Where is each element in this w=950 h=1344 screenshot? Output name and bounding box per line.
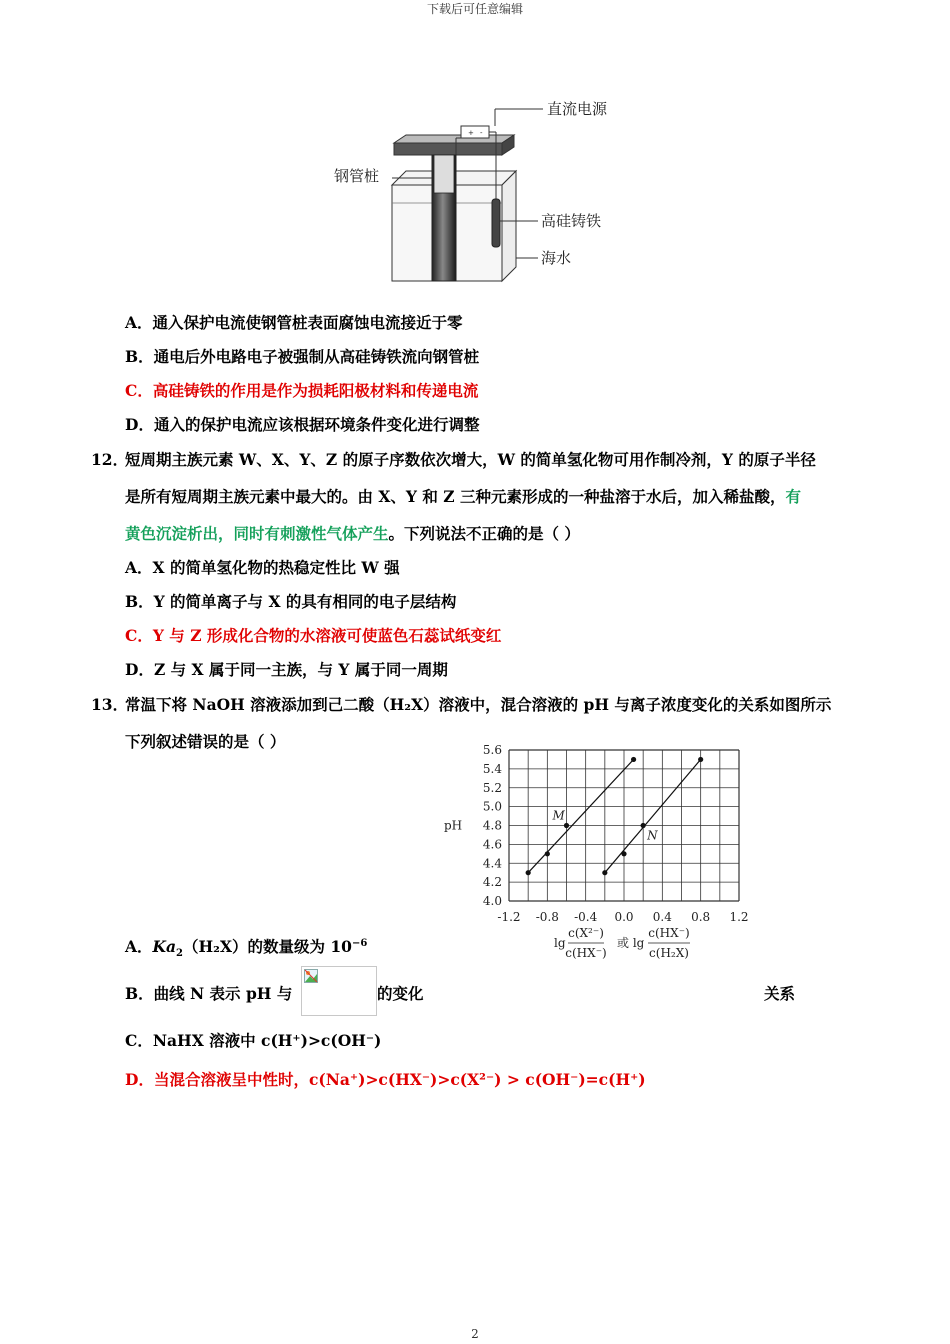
y-tick-label: 4.8 — [482, 818, 502, 833]
x-tick-label: 1.2 — [729, 910, 749, 924]
y-tick-label: 4.0 — [482, 894, 502, 908]
q13-option-c: C．NaHX 溶液中 c(H⁺)>c(OH⁻) — [125, 1031, 382, 1050]
q13-number: 13． — [91, 695, 129, 714]
svg-text:-: - — [480, 129, 483, 137]
svg-text:+: + — [468, 129, 474, 137]
y-tick-label: 4.4 — [482, 856, 502, 871]
x-tick-label: -0.4 — [574, 910, 598, 924]
broken-image-placeholder — [301, 966, 377, 1016]
label-silicon-iron: 高硅铸铁 — [541, 212, 602, 230]
y-tick-label: 4.6 — [482, 837, 502, 852]
y-tick-label: 4.2 — [482, 875, 502, 890]
q13-a-exp: −6 — [351, 937, 368, 949]
y-tick-label: 5.2 — [482, 780, 502, 795]
q13-text-1: 常温下将 NaOH 溶液添加到己二酸（H₂X）溶液中，混合溶液的 pH 与离子浓度变化的关系如图所示 — [125, 695, 832, 714]
data-point-N — [641, 823, 646, 828]
series-label-M: M — [552, 808, 565, 823]
ph-chart — [440, 740, 760, 975]
x-axis-label-part: c(HX⁻) — [648, 926, 690, 940]
q12-stem-line2 — [125, 485, 801, 507]
q12-number: 12． — [91, 450, 129, 469]
x-tick-label: 0.4 — [652, 910, 672, 924]
q13-a-ka: Ka — [152, 937, 177, 956]
data-point-M — [564, 823, 569, 828]
q13-a-sub: 2 — [176, 948, 184, 960]
data-point-N — [621, 851, 626, 856]
q12-option-a: A．X 的简单氢化物的热稳定性比 W 强 — [125, 558, 400, 577]
q13-option-b-c: 关系 — [764, 984, 796, 1003]
y-tick-label: 5.6 — [482, 743, 502, 757]
label-seawater: 海水 — [541, 249, 572, 267]
y-axis-label: pH — [444, 818, 463, 833]
q13-option-b-a: B．曲线 N 表示 pH 与 — [125, 984, 293, 1003]
q11-option-d: D．通入的保护电流应该根据环境条件变化进行调整 — [125, 415, 480, 434]
page-number: 2 — [471, 1327, 479, 1341]
q12-stem-line1 — [91, 448, 816, 470]
q13-stem-line1 — [91, 693, 831, 715]
x-tick-label: 0.0 — [614, 910, 634, 924]
x-axis-label-part: 或 lg — [617, 936, 645, 950]
q12-stem-line3 — [125, 522, 580, 544]
q12-text-1: 短周期主族元素 W、X、Y、Z 的原子序数依次增大，W 的简单氢化物可用作制冷剂，Y 的原子半径 — [125, 450, 816, 469]
data-point-M — [631, 757, 636, 762]
data-point-M — [526, 870, 531, 875]
data-point-M — [545, 851, 550, 856]
q12-text-2b: 有 — [785, 487, 802, 506]
series-line-N — [605, 759, 701, 872]
x-tick-label: -0.8 — [535, 910, 559, 924]
q12-option-b: B．Y 的简单离子与 X 的具有相同的电子层结构 — [125, 592, 457, 611]
apparatus-figure — [330, 95, 630, 287]
broken-image-icon — [304, 969, 318, 983]
data-point-N — [698, 757, 703, 762]
x-axis-label-part: c(HX⁻) — [565, 946, 607, 960]
q13-a-rest: （H₂X）的数量级为 10 — [183, 937, 352, 956]
y-tick-label: 5.4 — [482, 761, 502, 776]
q13-option-d: D．当混合溶液呈中性时，c(Na⁺)>c(HX⁻)>c(X²⁻) > c(OH⁻)=c(H⁺) — [125, 1070, 646, 1089]
series-label-N: N — [647, 828, 658, 843]
x-tick-label: -1.2 — [497, 910, 521, 924]
q11-option-b: B．通电后外电路电子被强制从高硅铸铁流向钢管桩 — [125, 347, 480, 366]
x-tick-label: 0.8 — [691, 910, 711, 924]
q12-text-2a: 是所有短周期主族元素中最大的。由 X、Y 和 Z 三种元素形成的一种盐溶于水后，加入稀盐酸， — [125, 487, 786, 506]
q12-text-3a: 黄色沉淀析出，同时有刺激性气体产生 — [125, 524, 389, 543]
q13-option-a — [125, 935, 367, 959]
y-tick-label: 5.0 — [482, 799, 502, 814]
q11-option-a: A．通入保护电流使钢管桩表面腐蚀电流接近于零 — [125, 313, 463, 332]
q11-option-c: C．高硅铸铁的作用是作为损耗阳极材料和传递电流 — [125, 381, 479, 400]
x-axis-label-part: lg — [554, 936, 566, 950]
data-point-N — [602, 870, 607, 875]
label-dc-power: 直流电源 — [547, 100, 608, 118]
x-axis-label-part: c(H₂X) — [649, 946, 689, 960]
series-line-M — [528, 759, 633, 872]
q12-text-3b: 。下列说法不正确的是（ ） — [388, 524, 580, 543]
x-axis-label-part: c(X²⁻) — [568, 926, 604, 940]
label-steel-pile: 钢管桩 — [334, 167, 380, 185]
q13-stem-line2: 下列叙述错误的是（ ） — [125, 732, 286, 751]
q12-option-c: C．Y 与 Z 形成化合物的水溶液可使蓝色石蕊试纸变红 — [125, 626, 502, 645]
q13-a-prefix: A． — [125, 937, 153, 956]
q13-option-b-b: 的变化 — [377, 984, 424, 1003]
q12-option-d: D．Z 与 X 属于同一主族，与 Y 属于同一周期 — [125, 660, 448, 679]
page-header: 下载后可任意编辑 — [426, 2, 523, 16]
